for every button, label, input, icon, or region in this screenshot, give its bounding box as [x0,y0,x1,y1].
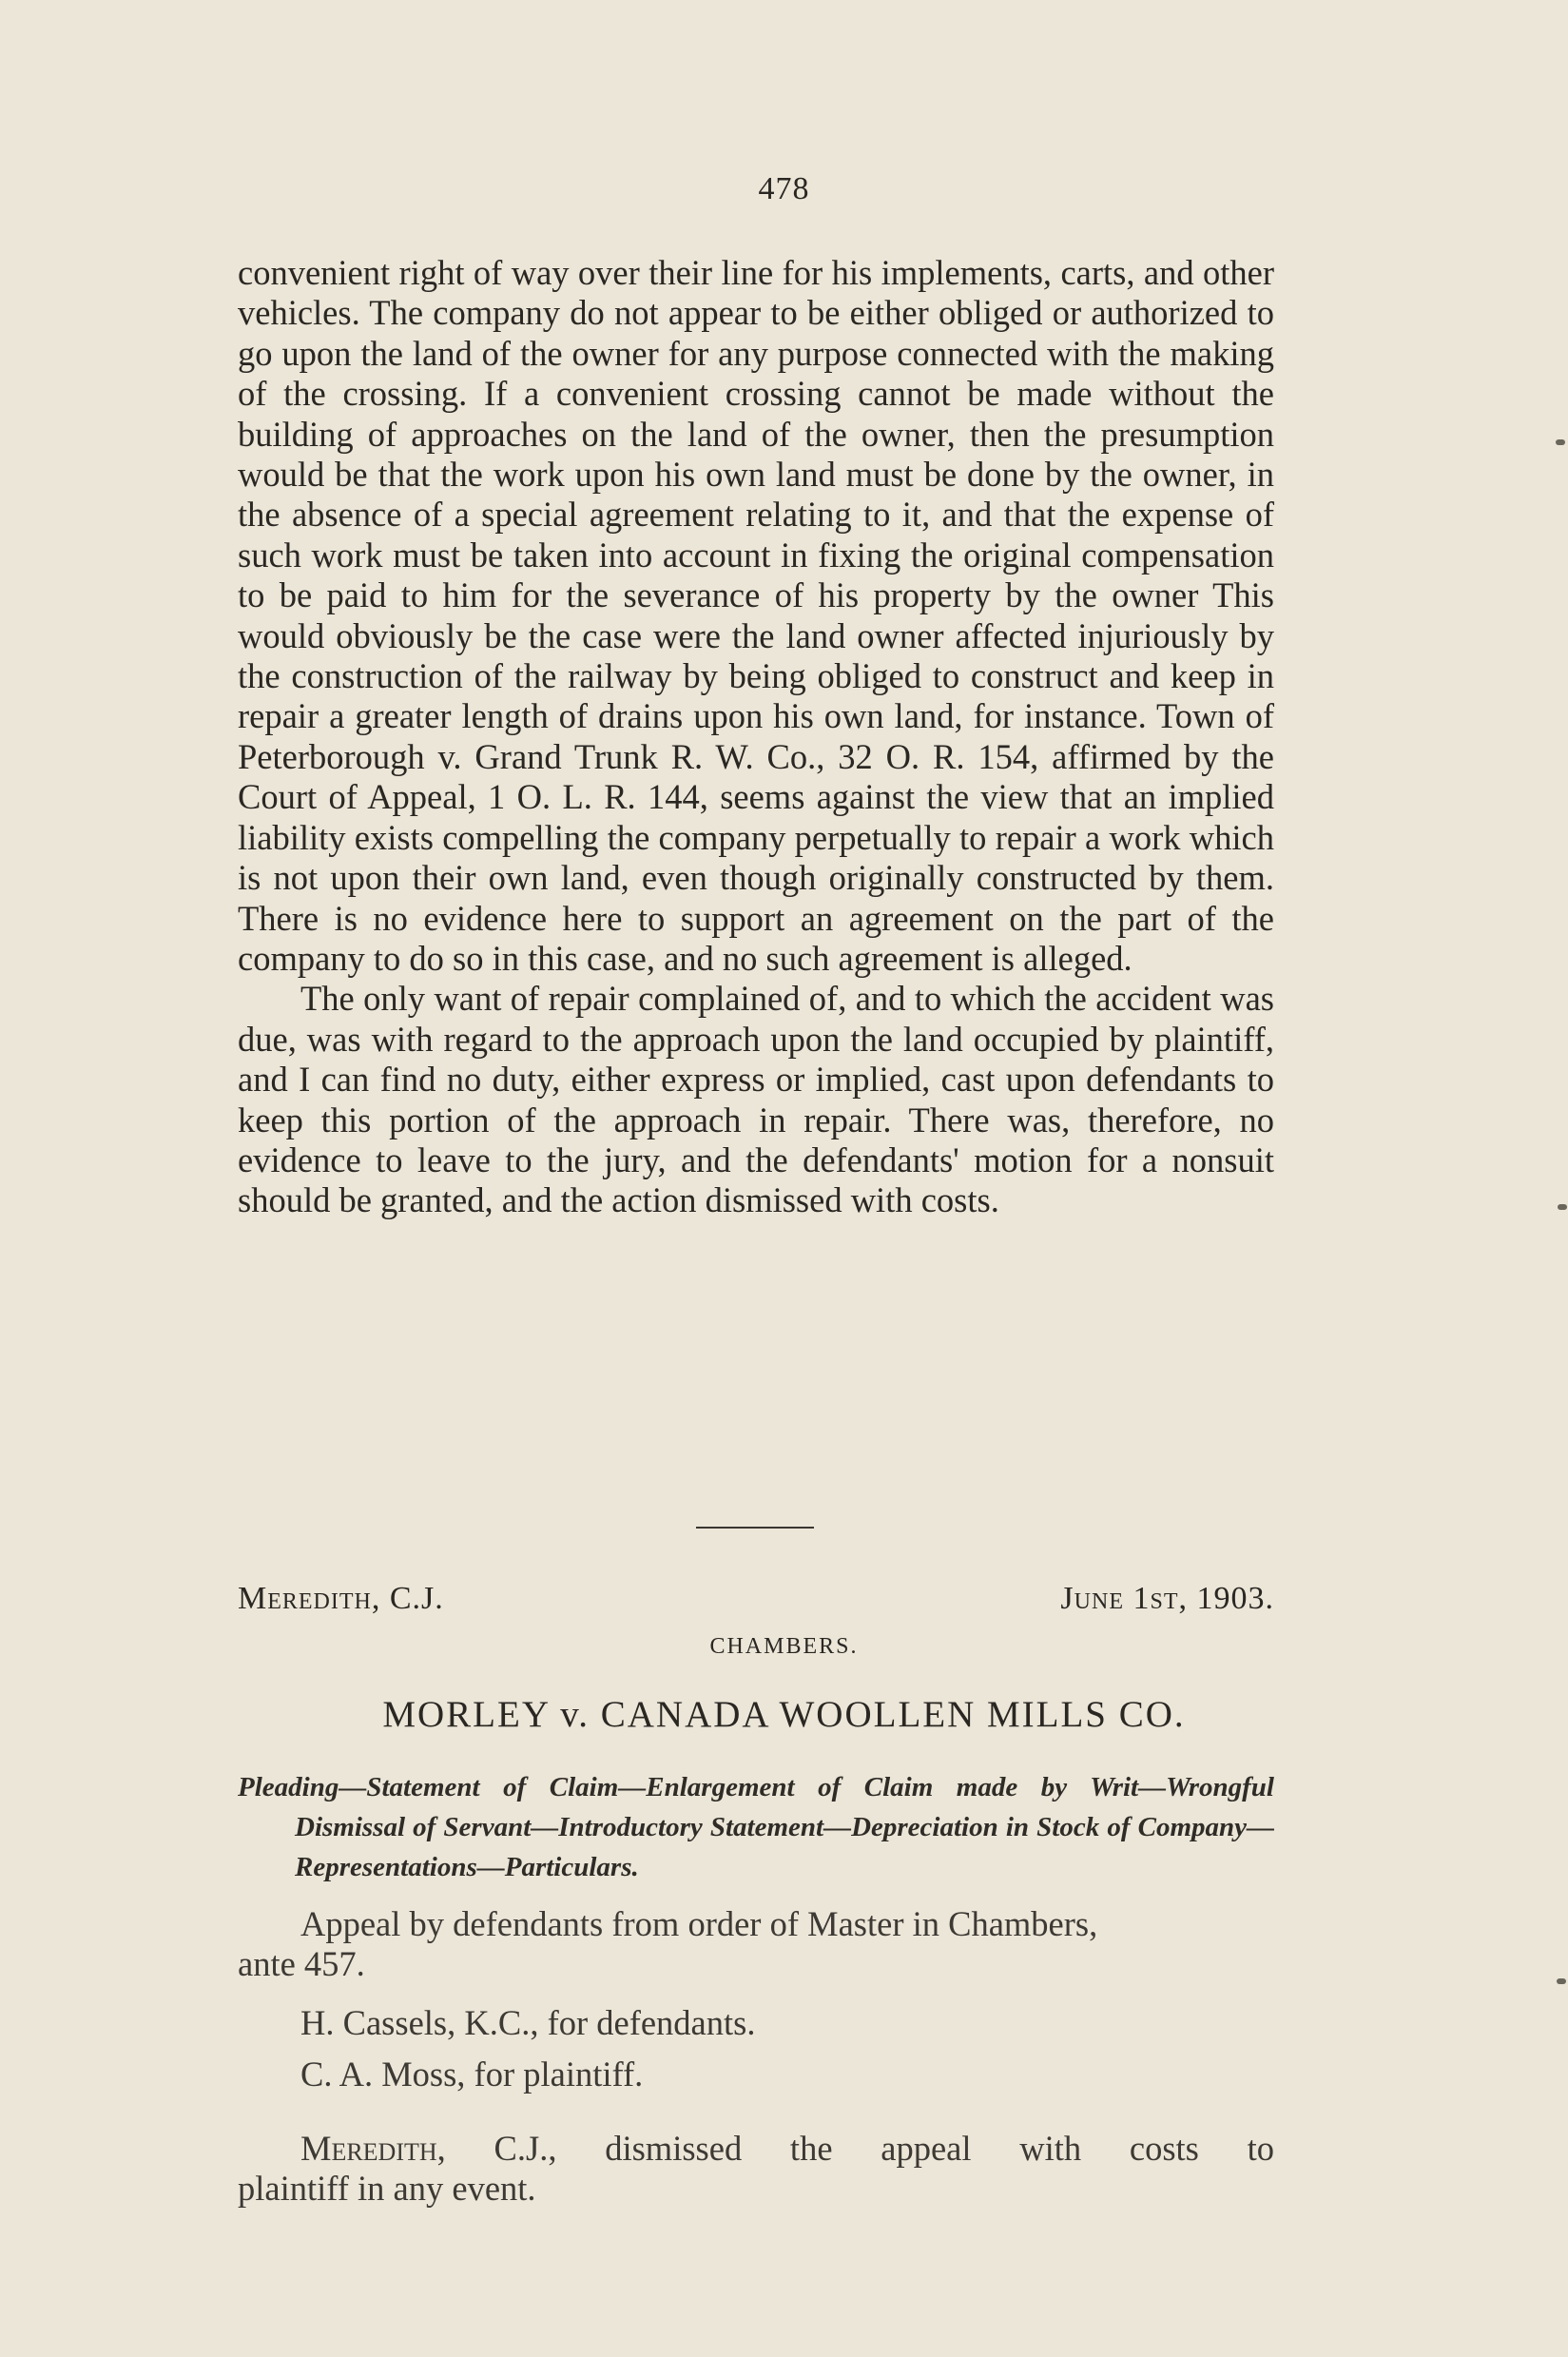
counsel-plaintiff: C. A. Moss, for plaintiff. [300,2055,644,2094]
case-judge: Meredith, C.J. [238,1581,444,1616]
margin-mark [1556,439,1565,445]
disposition-line-1 [238,2129,1274,2169]
court-label: CHAMBERS. [709,1634,859,1659]
counsel-list [238,1997,1274,2100]
appeal-line-1: Appeal by defendants from order of Master in Chambers, [300,1904,1098,1943]
page-number: 478 [758,171,810,206]
case-header [238,1581,1274,1623]
paragraph-conclusion: The only want of repair complained of, and to which the accident was due, was with regard to the approach upon the land occupied by plaintiff, and I can find no duty, either express or implied, cast upon defendants to keep this portion of the approach in repair. There was, therefore, no evidence to leave to the jury, and the defendants' motion for a nonsuit should be granted, and the action dismissed with costs. [238,979,1274,1220]
case-date: June 1st, 1903. [1060,1581,1274,1616]
disposition-judge: Meredith, C.J., [300,2129,557,2168]
margin-mark [1558,1204,1567,1210]
judgment-text-continued [238,253,1274,1221]
judgment-disposition [238,2129,1274,2209]
headnote-text: Pleading—Statement of Claim—Enlargement of Claim made by Writ—Wrongful Dismissal of Servant—Introductory Statement—Depreciation in Stock of Company—Representations—Particulars. [238,1772,1274,1882]
margin-mark [1557,1978,1566,1984]
appeal-line-2: ante 457. [238,1944,365,1983]
paragraph-reasoning: convenient right of way over their line for his implements, carts, and other vehicles. The company do not appear to be either obliged or authorized to go upon the land of the owner for any purpose connected with the making of the crossing. If a convenient crossing cannot be made without the building of approaches on the land of the owner, then the presumption would be that the work upon his own land must be done by the owner, in the absence of a special agreement relating to it, and that the expense of such work must be taken into account in fixing the original compensation to be paid to him for the severance of his property by the owner This would obviously be the case were the land owner affected injuriously by the construction of the railway by being obliged to construct and keep in repair a greater length of drains upon his own land, for instance. Town of Peterborough v. Grand Trunk R. W. Co., 32 O. R. 154, affirmed by the Court of Appeal, 1 O. L. R. 144, seems against the view that an implied liability exists compelling the company perpetually to repair a work which is not upon their own land, even though originally constructed by them. There is no evidence here to support an agreement on the part of the company to do so in this case, and no such agreement is alleged. [238,253,1274,978]
counsel-defendants: H. Cassels, K.C., for defendants. [300,2003,756,2042]
appeal-statement [238,1904,1274,1984]
section-divider [696,1527,814,1529]
disposition-line-2: plaintiff in any event. [238,2169,536,2208]
headnote [238,1767,1274,1887]
case-title: MORLEY v. CANADA WOOLLEN MILLS CO. [382,1694,1186,1735]
disposition-text: dismissed the appeal with costs to [605,2129,1275,2168]
